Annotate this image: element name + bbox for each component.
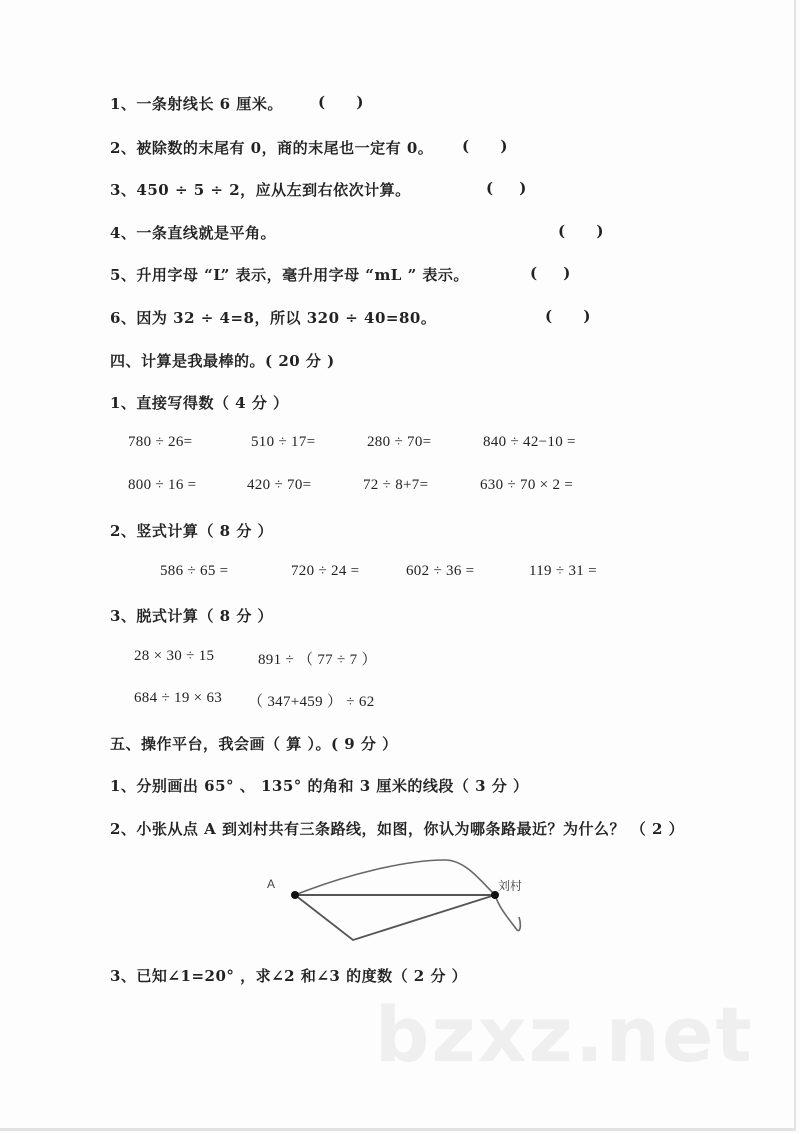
oral-calc-2: 510 ÷ 17=	[251, 434, 316, 450]
stepwise-calc-3: 684 ÷ 19 × 63	[134, 690, 223, 706]
section-4-title: 四、计算是我最棒的。( 20 分 )	[110, 352, 335, 370]
oral-calc-7: 72 ÷ 8+7=	[363, 477, 429, 493]
point-a-label: A	[267, 877, 276, 891]
section-5-title: 五、操作平台，我会画（ 算 ）。( 9 分 ）	[110, 735, 398, 753]
vertical-calc-1: 586 ÷ 65 =	[160, 563, 229, 579]
oral-calc-8: 630 ÷ 70 × 2 =	[480, 477, 574, 493]
watermark: bzxz.net	[375, 990, 754, 1079]
section-5-q3: 3、已知∠1=20° ，求∠2 和∠3 的度数（ 2 分 ）	[110, 967, 468, 985]
route-diagram	[255, 855, 535, 959]
stepwise-calc-2: 891 ÷ （ 77 ÷ 7 ）	[258, 652, 377, 668]
vertical-calc-2: 720 ÷ 24 =	[291, 563, 360, 579]
oral-calc-3: 280 ÷ 70=	[367, 434, 432, 450]
vertical-calc-3: 602 ÷ 36 =	[406, 563, 475, 579]
stepwise-calc-1: 28 × 30 ÷ 15	[134, 648, 215, 664]
answer-paren-4[interactable]: ( )	[558, 222, 604, 240]
liu-village-label: 刘村	[498, 879, 523, 893]
part-2-title: 2、竖式计算（ 8 分 ）	[110, 522, 274, 540]
judgement-item-6: 6、因为 32 ÷ 4=8，所以 320 ÷ 40=80。	[110, 309, 437, 327]
judgement-item-3: 3、450 ÷ 5 ÷ 2，应从左到右依次计算。	[110, 181, 411, 199]
section-5-q1: 1、分别画出 65° 、 135° 的角和 3 厘米的线段（ 3 分 ）	[110, 777, 529, 795]
stepwise-calc-4: （ 347+459 ） ÷ 62	[248, 694, 375, 710]
part-1-title: 1、直接写得数（ 4 分 ）	[110, 394, 289, 412]
part-3-title: 3、脱式计算（ 8 分 ）	[110, 607, 274, 625]
judgement-item-2: 2、被除数的末尾有 0，商的末尾也一定有 0。	[110, 139, 434, 157]
answer-paren-3[interactable]: ( )	[486, 179, 527, 197]
oral-calc-6: 420 ÷ 70=	[247, 477, 312, 493]
oral-calc-4: 840 ÷ 42−10 =	[483, 434, 576, 450]
answer-paren-5[interactable]: ( )	[530, 264, 571, 282]
vertical-calc-4: 119 ÷ 31 =	[529, 563, 597, 579]
section-5-q2: 2、小张从点 A 到刘村共有三条路线，如图，你认为哪条路最近？为什么？ （ 2 ）	[110, 820, 685, 838]
judgement-item-4: 4、一条直线就是平角。	[110, 224, 276, 242]
answer-paren-2[interactable]: ( )	[462, 137, 508, 155]
oral-calc-5: 800 ÷ 16 =	[128, 477, 197, 493]
answer-paren-6[interactable]: ( )	[545, 307, 591, 325]
judgement-item-5: 5、升用字母 “L” 表示，毫升用字母 “mL ” 表示。	[110, 266, 469, 284]
answer-paren-1[interactable]: ( )	[318, 93, 364, 111]
oral-calc-1: 780 ÷ 26=	[128, 434, 193, 450]
judgement-item-1: 1、一条射线长 6 厘米。	[110, 95, 283, 113]
